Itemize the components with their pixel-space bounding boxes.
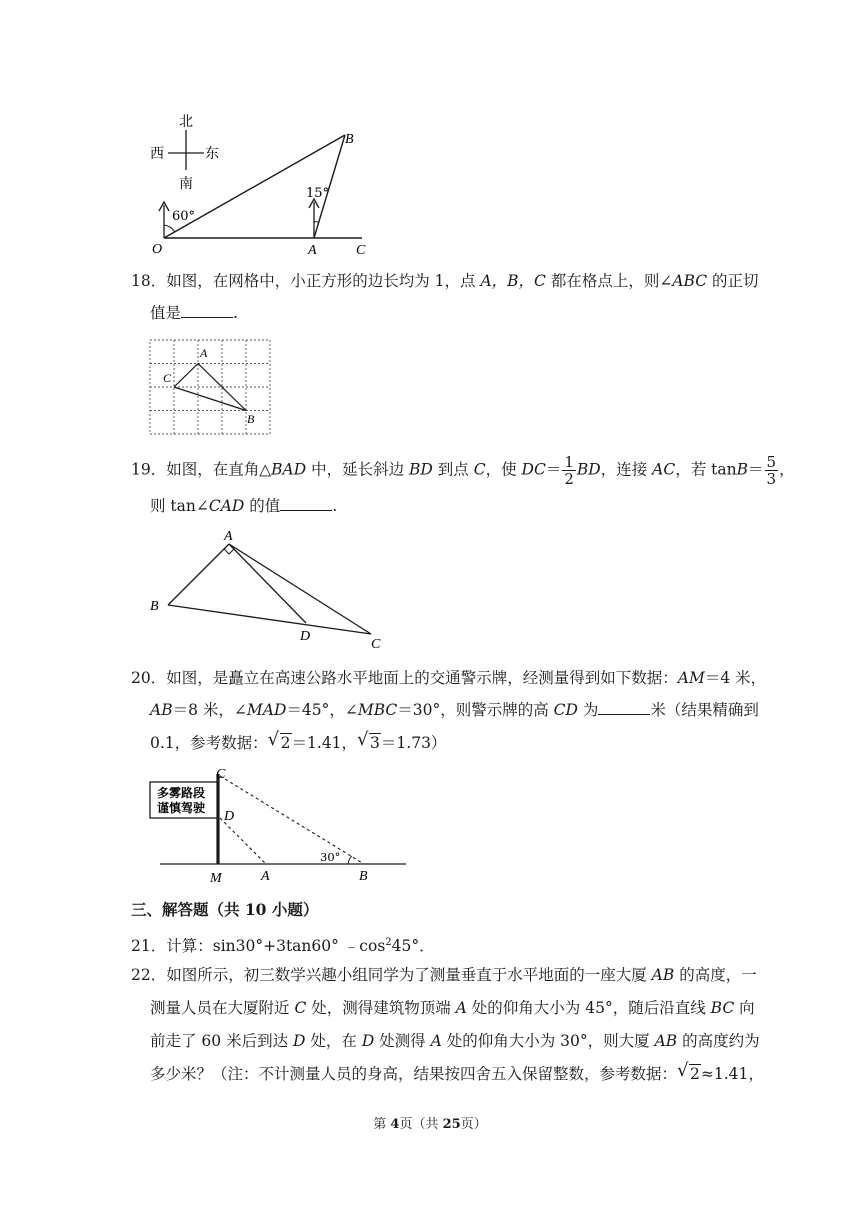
point-c-label: C (356, 243, 366, 258)
frac2-den: 3 (766, 470, 777, 488)
grid-point-a: A (200, 346, 208, 360)
radical-icon: √ (357, 729, 369, 750)
q20-mbc: MBC (357, 701, 398, 719)
q22-t6: 向 (734, 999, 755, 1017)
q22-number: 22． (131, 966, 167, 984)
q18-text-a: 如图，在网格中，小正方形的边长均为 1，点 (166, 272, 481, 290)
q20-t4: ＝45°，∠ (286, 701, 358, 719)
right-angle-mark (224, 549, 234, 554)
q22-t5: 处的仰角大小为 45°，随后沿直线 (466, 999, 711, 1017)
q19-point-b: B (150, 599, 159, 614)
q22-line3 (150, 1031, 760, 1051)
frac-num: 1 (564, 453, 574, 471)
q19-t3: 到点 (432, 460, 474, 479)
q22-sqrt-two (677, 1060, 701, 1084)
q21-superscript: 2 (385, 937, 392, 948)
angle-60-label: 60° (172, 209, 196, 224)
q21-text-a: 计算：sin30°+3tan60° ﹣cos (166, 937, 386, 956)
compass (168, 130, 204, 170)
grid-point-c: C (163, 371, 172, 385)
segment-bc (168, 605, 371, 634)
q19-ac: AC (652, 460, 676, 479)
q18-text-b: 都在格点上，则∠ (545, 272, 673, 290)
q19-point-d: D (300, 629, 311, 644)
sqrt-two (267, 729, 292, 753)
q20-point-c: C (216, 767, 226, 782)
q19-c: C (473, 460, 486, 479)
q19-t10: 则 tan∠ (150, 497, 209, 515)
q19-line2 (150, 496, 337, 516)
dashed-cb (220, 776, 364, 864)
fraction-five-thirds (765, 454, 779, 487)
segment-ca (174, 364, 198, 388)
q19-t4: ，使 (485, 460, 522, 479)
q22-t4: 处，测得建筑物顶端 (306, 999, 456, 1017)
q22-c: C (294, 999, 307, 1017)
q21-number: 21． (131, 937, 167, 956)
point-b-label: B (345, 132, 354, 147)
q22-t3: 测量人员在大厦附近 (150, 999, 295, 1017)
q19-t8: ＝ (748, 460, 764, 479)
q22-line4 (150, 1060, 764, 1084)
q18-grid-figure (146, 336, 274, 438)
q20-point-b: B (359, 869, 368, 884)
footer-total: 25 (442, 1117, 461, 1132)
q22-t12: 多少米？（注：不计测量人员的身高，结果按四舍五入保留整数，参考数据： (150, 1065, 678, 1083)
q18-points: A，B，C (480, 272, 546, 290)
q18-line2 (150, 303, 238, 323)
answer-blank-20[interactable] (598, 700, 650, 715)
q20-t2: ＝4 米， (704, 669, 767, 687)
fraction-one-half (562, 454, 576, 487)
q22-line1 (131, 965, 757, 985)
sign-text-line2: 谨慎驾驶 (157, 801, 206, 815)
footer-c: 页） (460, 1117, 487, 1132)
q18-text-c: 的正切 (707, 272, 759, 290)
angle-30-label: 30° (320, 850, 341, 864)
q19-bd: BD (409, 460, 433, 479)
q19-cad: CAD (208, 497, 245, 515)
q19-t5: ＝ (545, 460, 562, 479)
q22-ab2: AB (654, 1032, 678, 1050)
q19-dc: DC (521, 460, 546, 479)
q20-figure (140, 762, 415, 887)
q20-line2 (150, 700, 759, 720)
q20-cd: CD (553, 701, 578, 719)
segment-cb (174, 387, 246, 411)
point-a-label: A (308, 243, 317, 258)
q19-period: . (332, 497, 338, 515)
sign-text-line1: 多雾路段 (157, 786, 206, 800)
q22-t1: 如图所示，初三数学兴趣小组同学为了测量垂直于水平地面的一座大厦 (166, 966, 652, 984)
q19-t11: 的值 (244, 497, 281, 515)
q19-bd2: BD (576, 460, 601, 479)
q20-point-a: A (261, 869, 270, 884)
q22-t10: 处的仰角大小为 30°，则大厦 (441, 1032, 655, 1050)
q20-t7: 米（结果精确到 (650, 701, 759, 719)
q18-line1 (131, 271, 759, 291)
q22-d2: D (361, 1032, 375, 1050)
q19-number: 19． (131, 460, 167, 479)
q22-bc: BC (710, 999, 735, 1017)
radical-icon: √ (677, 1060, 689, 1081)
q19-point-c: C (371, 637, 381, 652)
q20-t5: ＝30°，则警示牌的高 (397, 701, 554, 719)
q19-t2: 中，延长斜边 (306, 460, 410, 479)
q18-abc: ABC (672, 272, 708, 290)
q20-t10: ＝1.73） (380, 734, 447, 752)
q19-bad: BAD (271, 460, 307, 479)
q22-ab: AB (651, 966, 675, 984)
q20-t8: 0.1，参考数据： (150, 734, 268, 752)
compass-north: 北 (179, 114, 193, 130)
section-three-heading: 三、解答题（共 10 小题） (131, 900, 319, 919)
q20-line3 (150, 729, 447, 753)
q20-t9: ＝1.41， (291, 734, 358, 752)
q21-line (131, 933, 435, 956)
q22-line2 (150, 998, 755, 1018)
point-o-label: O (152, 242, 163, 257)
q21-text-b: 45°． (391, 937, 435, 956)
sqrt-three (357, 729, 381, 753)
compass-south: 南 (179, 176, 193, 192)
q22-d: D (293, 1032, 306, 1050)
q20-am: AM (677, 669, 705, 687)
q19-figure (140, 528, 390, 653)
q18-number: 18． (131, 272, 167, 290)
q20-t1: 如图，是矗立在高速公路水平地面上的交通警示牌，经测量得到如下数据： (166, 669, 678, 687)
footer-b: 页（共 (399, 1117, 443, 1132)
q22-t2: 的高度，一 (674, 966, 757, 984)
q22-sqrt-radicand: 2 (690, 1065, 700, 1083)
answer-blank-19[interactable] (280, 496, 332, 511)
compass-west: 西 (150, 146, 164, 162)
q19-t7: ，若 tan (675, 460, 737, 479)
q19-t6: ，连接 (600, 460, 653, 479)
q22-t11: 的高度约为 (677, 1032, 760, 1050)
q22-t9: 处测得 (374, 1032, 431, 1050)
segment-ba (168, 544, 229, 605)
q20-line1 (131, 668, 766, 688)
q20-mad: MAD (246, 701, 287, 719)
sqrt-two-radicand: 2 (280, 734, 291, 752)
angle-15-label: 15° (306, 186, 330, 201)
q19-line1 (131, 454, 795, 487)
radical-icon: √ (267, 729, 280, 750)
q22-t8: 处，在 (305, 1032, 362, 1050)
q19-t9: ， (779, 460, 795, 479)
q20-point-d: D (224, 809, 235, 824)
q22-t7: 前走了 60 米后到达 (150, 1032, 294, 1050)
q18-period: . (233, 304, 238, 322)
frac2-num: 5 (766, 453, 777, 471)
footer-page: 4 (390, 1117, 400, 1132)
q19-t1: 如图，在直角△ (166, 460, 272, 479)
grid-point-b: B (247, 412, 255, 426)
q22-t13: ≈1.41， (700, 1065, 764, 1083)
q19-point-a: A (224, 529, 233, 544)
q20-t3: ＝8 米，∠ (172, 701, 247, 719)
q19-b: B (736, 460, 748, 479)
q20-ab: AB (150, 701, 173, 719)
footer-a: 第 (373, 1117, 391, 1132)
q22-a: A (455, 999, 467, 1017)
page-footer (0, 1113, 860, 1132)
q20-t6: 为 (577, 701, 599, 719)
dashed-da (220, 818, 266, 864)
segment-ac (229, 544, 371, 634)
frac-den: 2 (564, 470, 574, 488)
compass-east: 东 (205, 146, 219, 162)
q20-point-m: M (210, 871, 222, 886)
sqrt-three-radicand: 3 (370, 734, 380, 752)
q17-figure (140, 110, 380, 260)
q18-text-d: 值是 (150, 304, 182, 322)
answer-blank-18[interactable] (181, 303, 233, 318)
q22-a2: A (430, 1032, 442, 1050)
segment-ad (229, 544, 306, 623)
q20-number: 20． (131, 669, 167, 687)
